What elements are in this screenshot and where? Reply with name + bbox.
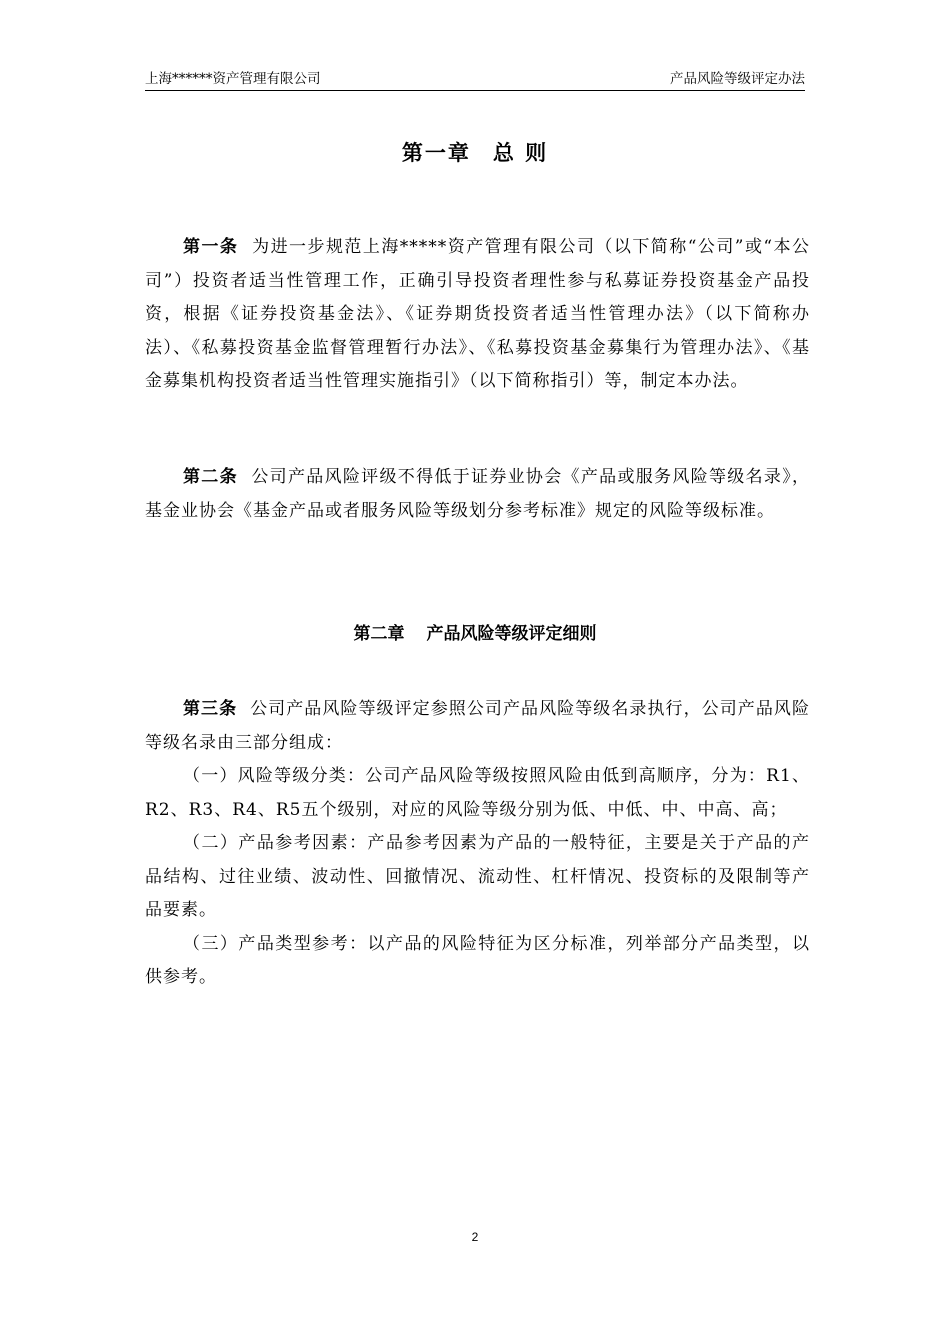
chapter-1-title: 总 则: [492, 140, 549, 165]
article-1-label: 第一条: [183, 237, 239, 257]
page-number: 2: [471, 1230, 479, 1244]
article-3-item-2: （二）产品参考因素：产品参考因素为产品的一般特征，主要是关于产品的产品结构、过往业绩、波动性、回撤情况、流动性、杠杆情况、投资标的及限制等产品要素。: [145, 833, 810, 920]
header-document-title: 产品风险等级评定办法: [670, 71, 805, 87]
chapter-1-number: 第一章: [401, 140, 471, 165]
article-1-text: 为进一步规范上海*****资产管理有限公司（以下简称“公司”或“本公司”）投资者适当性管理工作，正确引导投资者理性参与私募证券投资基金产品投资，根据《证券投资基金法》、《证券期货投资者适当性管理办法》（以下简称办法）、《私募投资基金监督管理暂行办法》、《私募投资基金募集行为管理办法》、《基金募集机构投资者适当性管理实施指引》（以下简称指引）等，制定本办法。: [145, 237, 811, 391]
chapter-2-heading: [0, 619, 950, 644]
chapter-1-heading: [0, 137, 950, 167]
chapter-2-title: 产品风险等级评定细则: [426, 624, 597, 644]
article-2-label: 第二条: [183, 467, 238, 487]
article-3-label: 第三条: [183, 699, 238, 719]
article-3-intro: [145, 693, 810, 760]
article-2-text: 公司产品风险评级不得低于证券业协会《产品或服务风险等级名录》，基金业协会《基金产品或者服务风险等级划分参考标准》规定的风险等级标准。: [145, 467, 811, 521]
page-header: [145, 66, 805, 91]
article-3-item-1: （一）风险等级分类：公司产品风险等级按照风险由低到高顺序，分为：R1、R2、R3、R4、R5五个级别，对应的风险等级分别为低、中低、中、中高、高；: [145, 766, 810, 820]
header-company: 上海******资产管理有限公司: [145, 71, 321, 87]
article-2: [145, 461, 810, 528]
article-3-item-3: （三）产品类型参考：以产品的风险特征为区分标准，列举部分产品类型，以供参考。: [145, 933, 810, 987]
article-1: [145, 231, 810, 399]
article-3-text: 公司产品风险等级评定参照公司产品风险等级名录执行，公司产品风险等级名录由三部分组成：: [145, 699, 810, 753]
article-3: [145, 693, 810, 995]
chapter-2-number: 第二章: [353, 624, 405, 644]
